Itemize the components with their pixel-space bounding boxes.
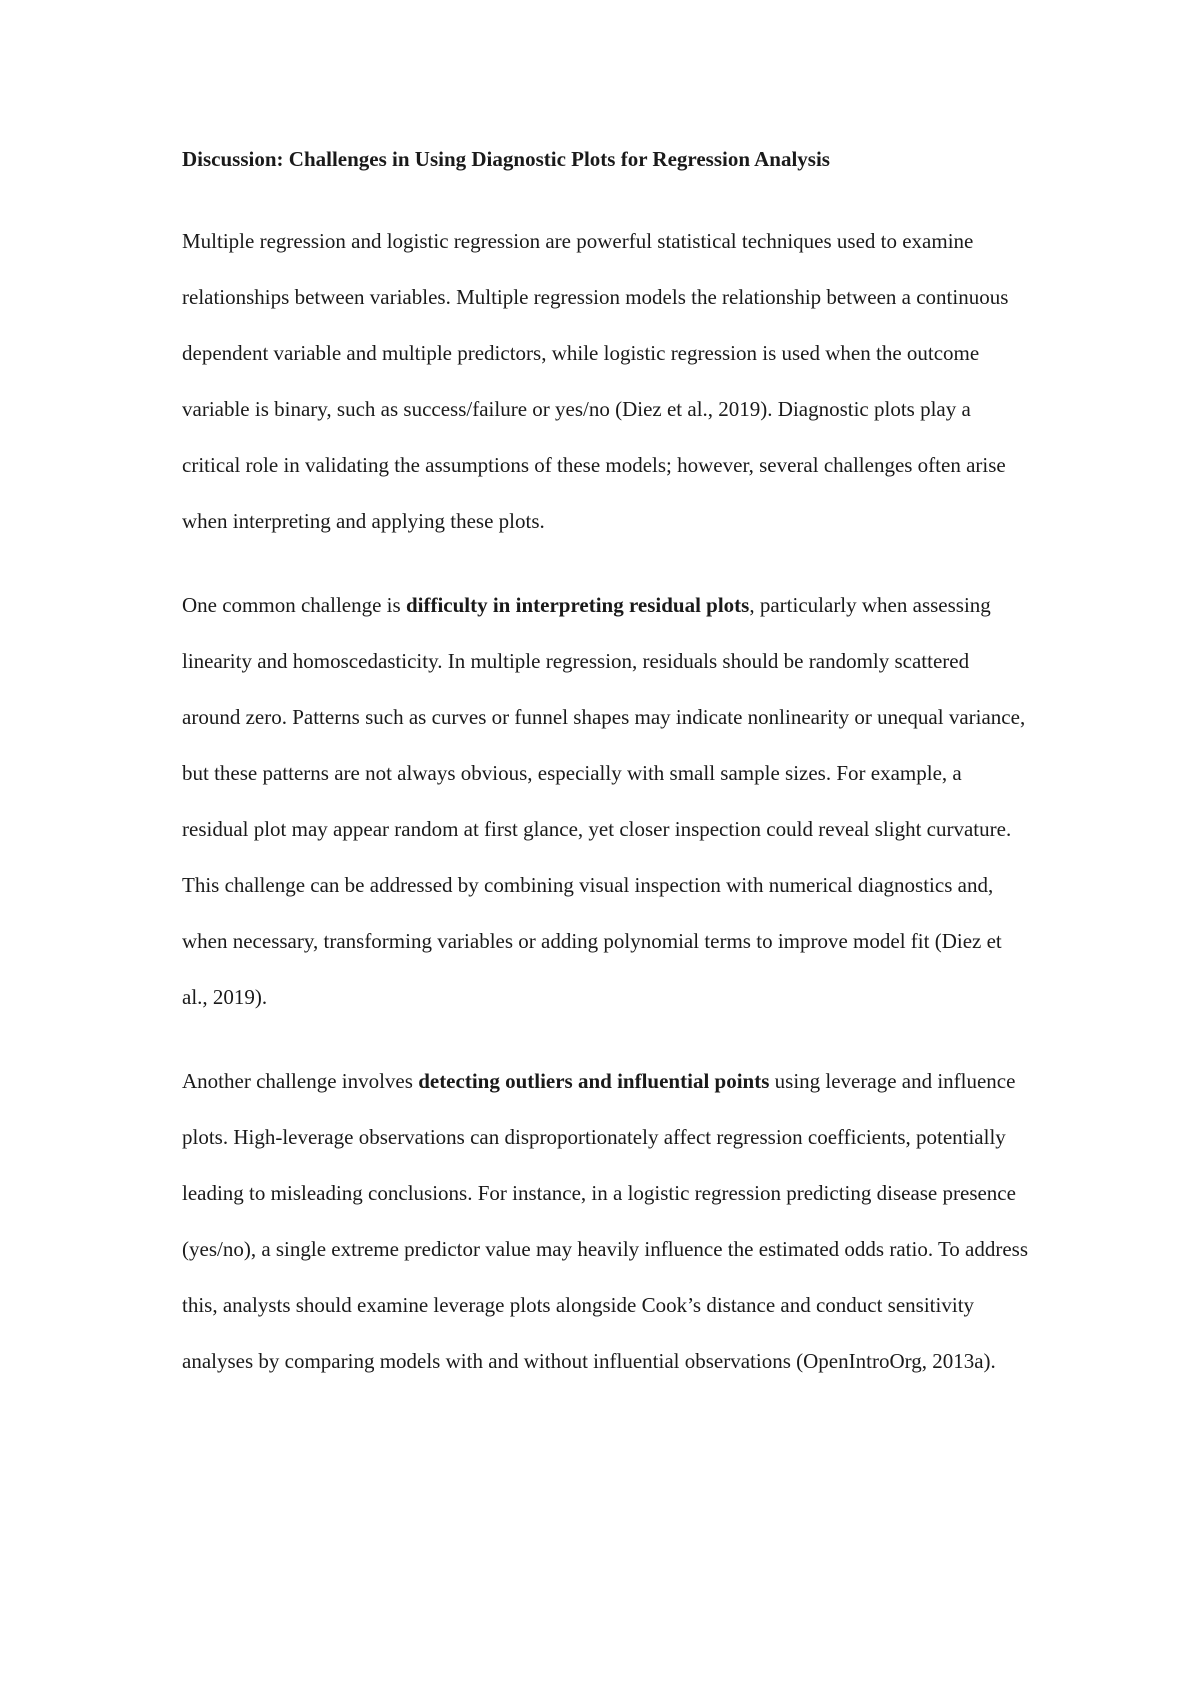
paragraph-text: Another challenge involves [182, 1069, 419, 1093]
document-body [182, 145, 1032, 1389]
document-title: Discussion: Challenges in Using Diagnostic Plots for Regression Analysis [182, 147, 830, 171]
bold-phrase: detecting outliers and influential points [418, 1069, 770, 1093]
paragraph-residual-plots [182, 577, 1032, 1025]
paragraph-outliers [182, 1053, 1032, 1389]
paragraph-text: using leverage and influence plots. High-leverage observations can disproportionately affect regression coefficients, potentially leading to misleading conclusions. For instance, in a logistic regression predicting disease presence (yes/no), a single extreme predictor value may heavily influence the estimated odds ratio. To address this, analysts should examine leverage plots alongside Cook’s distance and conduct sensitivity analyses by comparing models with and without influential observations (OpenIntroOrg, 2013a). [182, 1069, 1029, 1373]
paragraph-introduction [182, 213, 1032, 549]
paragraph-text: , particularly when assessing linearity and homoscedasticity. In multiple regression, residuals should be randomly scattered around zero. Patterns such as curves or funnel shapes may indicate nonlinearity or unequal variance, but these patterns are not always obvious, especially with small sample sizes. For example, a residual plot may appear random at first glance, yet closer inspection could reveal slight curvature. This challenge can be addressed by combining visual inspection with numerical diagnostics and, when necessary, transforming variables or adding polynomial terms to improve model fit (Diez et al., 2019). [182, 593, 1026, 1009]
paragraph-text: One common challenge is [182, 593, 406, 617]
paragraph-text: Multiple regression and logistic regression are powerful statistical techniques used to examine relationships between variables. Multiple regression models the relationship between a continuous dependent variable and multiple predictors, while logistic regression is used when the outcome variable is binary, such as success/failure or yes/no (Diez et al., 2019). Diagnostic plots play a critical role in validating the assumptions of these models; however, several challenges often arise when interpreting and applying these plots. [182, 229, 1009, 533]
bold-phrase: difficulty in interpreting residual plots [405, 593, 750, 617]
